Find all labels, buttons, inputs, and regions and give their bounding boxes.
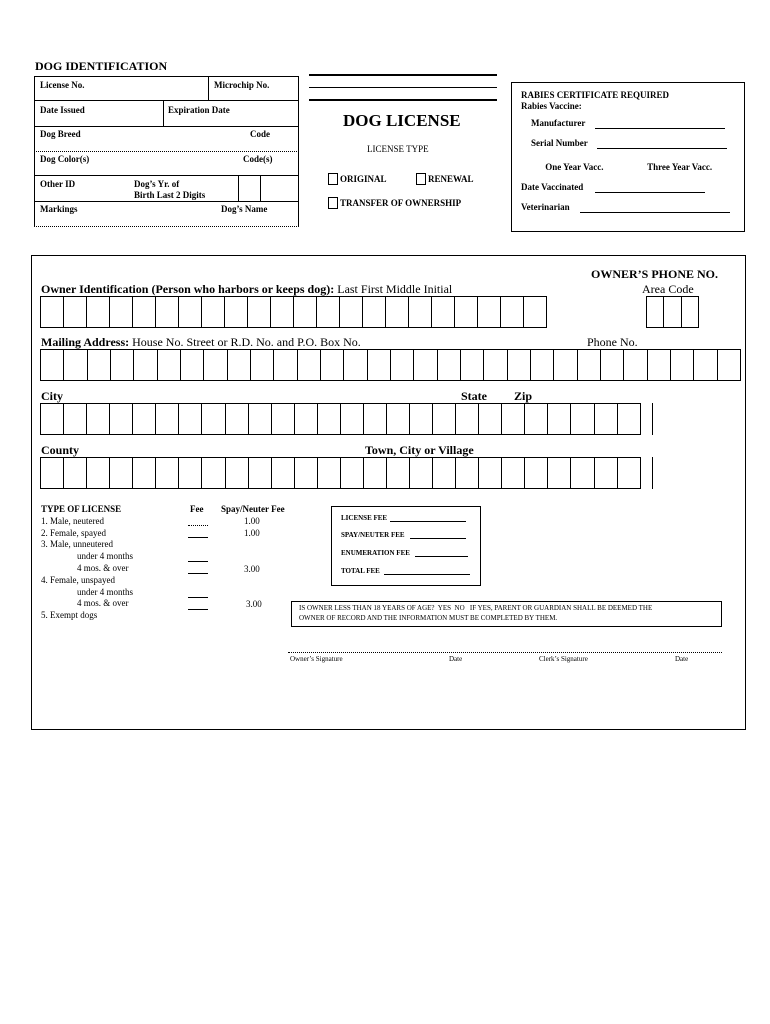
rabies-vaccine-label: Rabies Vaccine: <box>521 101 582 111</box>
city-state-zip-cells[interactable] <box>40 403 640 435</box>
age-notice-line2: OWNER OF RECORD AND THE INFORMATION MUST BE COMPLETED BY THEM. <box>299 614 558 622</box>
entry-cell[interactable] <box>271 403 295 435</box>
dog-identification-heading: DOG IDENTIFICATION <box>35 59 168 73</box>
date-issued-label: Date Issued <box>40 105 85 115</box>
entry-cell[interactable] <box>203 349 227 381</box>
entry-cell[interactable] <box>432 457 456 489</box>
entry-cell[interactable] <box>477 296 501 328</box>
entry-cell[interactable] <box>501 403 525 435</box>
veterinarian-label: Veterinarian <box>521 202 570 212</box>
spay-neuter-header: Spay/Neuter Fee <box>221 504 285 514</box>
phone-no-label: Phone No. <box>587 335 638 349</box>
entry-cell[interactable] <box>343 349 367 381</box>
three-year-vacc-option[interactable]: Three Year Vacc. <box>647 162 713 172</box>
entry-cell[interactable] <box>600 349 624 381</box>
entry-cell[interactable] <box>617 457 641 489</box>
entry-cell[interactable] <box>340 457 364 489</box>
owner-name-cells[interactable] <box>40 296 546 328</box>
entry-cell[interactable] <box>109 457 133 489</box>
enumeration-fee-label: ENUMERATION FEE <box>341 549 410 557</box>
entry-cell[interactable] <box>316 296 340 328</box>
one-year-vacc-option[interactable]: One Year Vacc. <box>545 162 604 172</box>
entry-cell[interactable] <box>273 349 297 381</box>
entry-cell[interactable] <box>294 457 318 489</box>
type-male-neutered[interactable]: 1. Male, neutered <box>41 515 104 526</box>
entry-cell[interactable] <box>663 296 681 328</box>
renewal-checkbox[interactable] <box>416 173 426 185</box>
entry-cell[interactable] <box>225 403 249 435</box>
entry-cell[interactable] <box>717 349 741 381</box>
entry-cell[interactable] <box>681 296 699 328</box>
entry-cell[interactable] <box>132 403 156 435</box>
fee-value-3: 3.00 <box>244 564 260 574</box>
color-codes-label: Code(s) <box>243 154 273 164</box>
entry-cell[interactable] <box>339 296 363 328</box>
entry-cell[interactable] <box>248 403 272 435</box>
entry-cell[interactable] <box>594 403 618 435</box>
entry-cell[interactable] <box>40 296 64 328</box>
entry-cell[interactable] <box>437 349 461 381</box>
microchip-no-label: Microchip No. <box>214 80 270 90</box>
entry-cell[interactable] <box>577 349 601 381</box>
entry-cell[interactable] <box>270 296 294 328</box>
entry-cell[interactable] <box>250 349 274 381</box>
entry-cell[interactable] <box>500 296 524 328</box>
entry-cell[interactable] <box>409 403 433 435</box>
entry-cell[interactable] <box>317 403 341 435</box>
entry-cell[interactable] <box>63 349 87 381</box>
entry-cell[interactable] <box>178 457 202 489</box>
entry-cell[interactable] <box>86 403 110 435</box>
entry-cell[interactable] <box>201 457 225 489</box>
total-fee-label: TOTAL FEE <box>341 567 380 575</box>
markings-label: Markings <box>40 204 78 214</box>
entry-cell[interactable] <box>40 349 64 381</box>
entry-cell[interactable] <box>271 457 295 489</box>
entry-cell[interactable] <box>454 296 478 328</box>
clerks-signature-label: Clerk’s Signature <box>539 655 588 663</box>
entry-cell[interactable] <box>478 403 502 435</box>
entry-cell[interactable] <box>132 457 156 489</box>
year-of-birth-label: Dog’s Yr. of Birth Last 2 Digits <box>134 179 206 200</box>
entry-cell[interactable] <box>40 457 64 489</box>
entry-cell[interactable] <box>385 296 409 328</box>
type-exempt[interactable]: 5. Exempt dogs <box>41 610 98 621</box>
entry-cell[interactable] <box>363 403 387 435</box>
entry-cell[interactable] <box>507 349 531 381</box>
dog-breed-label: Dog Breed <box>40 129 81 139</box>
entry-cell[interactable] <box>390 349 414 381</box>
entry-cell[interactable] <box>570 403 594 435</box>
dog-license-title: DOG LICENSE <box>343 111 461 130</box>
owners-phone-heading: OWNER’S PHONE NO. <box>591 267 719 281</box>
entry-cell[interactable] <box>617 403 641 435</box>
fee-value-4: 3.00 <box>246 599 262 609</box>
entry-cell[interactable] <box>670 349 694 381</box>
entry-cell[interactable] <box>155 457 179 489</box>
entry-cell[interactable] <box>317 457 341 489</box>
fee-value-2: 1.00 <box>244 528 260 538</box>
serial-number-label: Serial Number <box>531 138 588 148</box>
fee-value-1: 1.00 <box>244 516 260 526</box>
entry-cell[interactable] <box>340 403 364 435</box>
entry-cell[interactable] <box>501 457 525 489</box>
county-town-cells[interactable] <box>40 457 640 489</box>
entry-cell[interactable] <box>63 296 87 328</box>
entry-cell[interactable] <box>523 296 547 328</box>
type-female-4over[interactable]: 4 mos. & over <box>77 598 129 609</box>
entry-cell[interactable] <box>547 457 571 489</box>
entry-cell[interactable] <box>157 349 181 381</box>
entry-cell[interactable] <box>646 296 664 328</box>
transfer-checkbox[interactable] <box>328 197 338 209</box>
rabies-heading: RABIES CERTIFICATE REQUIRED <box>521 90 670 100</box>
mailing-address-cells[interactable] <box>40 349 740 381</box>
entry-cell[interactable] <box>294 403 318 435</box>
town-label: Town, City or Village <box>365 443 474 457</box>
entry-cell[interactable] <box>431 296 455 328</box>
expiration-date-label: Expiration Date <box>168 105 230 115</box>
mailing-address-label: Mailing Address: House No. Street or R.D. No. and P.O. Box No. <box>41 335 361 349</box>
owner-identification-label: Owner Identification (Person who harbors or keeps dog): Last First Middle Initial <box>41 282 453 296</box>
city-label: City <box>41 389 63 403</box>
entry-cell[interactable] <box>109 296 133 328</box>
entry-cell[interactable] <box>524 403 548 435</box>
entry-cell[interactable] <box>133 349 157 381</box>
dogs-name-label: Dog’s Name <box>221 204 268 214</box>
owners-signature-label: Owner’s Signature <box>290 655 343 663</box>
entry-cell[interactable] <box>87 349 111 381</box>
area-code-label: Area Code <box>642 282 694 296</box>
entry-cell[interactable] <box>201 296 225 328</box>
zip-label: Zip <box>514 389 533 403</box>
entry-cell[interactable] <box>248 457 272 489</box>
entry-cell[interactable] <box>109 403 133 435</box>
entry-cell[interactable] <box>386 457 410 489</box>
entry-cell[interactable] <box>524 457 548 489</box>
entry-cell[interactable] <box>201 403 225 435</box>
original-label: ORIGINAL <box>340 174 387 184</box>
owner-date-label: Date <box>449 655 463 663</box>
other-id-label: Other ID <box>40 179 76 189</box>
entry-cell[interactable] <box>432 403 456 435</box>
entry-cell[interactable] <box>247 296 271 328</box>
entry-cell[interactable] <box>367 349 391 381</box>
entry-cell[interactable] <box>132 296 156 328</box>
entry-cell[interactable] <box>297 349 321 381</box>
entry-cell[interactable] <box>409 457 433 489</box>
license-fee-label: LICENSE FEE <box>341 514 388 522</box>
spay-neuter-fee-label: SPAY/NEUTER FEE <box>341 531 405 539</box>
entry-cell[interactable] <box>623 349 647 381</box>
entry-cell[interactable] <box>594 457 618 489</box>
type-of-license-list: TYPE OF LICENSE 1. Male, neutered 2. Female, spayed 3. Male, unneutered under 4 months 4 mos. & over 4. Female, unspayed under 4 months 4 mos. & over 5. Exempt dogs <box>41 504 133 621</box>
age-question: IS OWNER LESS THAN 18 YEARS OF AGE? YES NO IF YES, PARENT OR GUARDIAN SHALL BE DEEMED THE <box>299 604 653 612</box>
type-female-spayed[interactable]: 2. Female, spayed <box>41 527 106 538</box>
entry-cell[interactable] <box>547 403 571 435</box>
entry-cell[interactable] <box>408 296 432 328</box>
clerk-date-label: Date <box>675 655 689 663</box>
type-female-under4[interactable]: under 4 months <box>77 586 133 597</box>
entry-cell[interactable] <box>227 349 251 381</box>
entry-cell[interactable] <box>362 296 386 328</box>
entry-cell[interactable] <box>647 349 671 381</box>
breed-code-label: Code <box>250 129 270 139</box>
original-checkbox[interactable] <box>328 173 338 185</box>
manufacturer-label: Manufacturer <box>531 118 586 128</box>
area-code-cells[interactable] <box>646 296 698 328</box>
dog-colors-label: Dog Color(s) <box>40 154 90 164</box>
entry-cell[interactable] <box>178 403 202 435</box>
county-label: County <box>41 443 80 457</box>
entry-cell[interactable] <box>86 296 110 328</box>
entry-cell[interactable] <box>553 349 577 381</box>
license-no-label: License No. <box>40 80 85 90</box>
entry-cell[interactable] <box>530 349 554 381</box>
entry-cell[interactable] <box>363 457 387 489</box>
transfer-label: TRANSFER OF OWNERSHIP <box>340 198 462 208</box>
entry-cell[interactable] <box>178 296 202 328</box>
entry-cell[interactable] <box>224 296 248 328</box>
entry-cell[interactable] <box>460 349 484 381</box>
fee-header: Fee <box>190 504 204 514</box>
entry-cell[interactable] <box>225 457 249 489</box>
entry-cell[interactable] <box>293 296 317 328</box>
entry-cell[interactable] <box>413 349 437 381</box>
entry-cell[interactable] <box>693 349 717 381</box>
entry-cell[interactable] <box>63 403 87 435</box>
entry-cell[interactable] <box>110 349 134 381</box>
entry-cell[interactable] <box>180 349 204 381</box>
entry-cell[interactable] <box>483 349 507 381</box>
entry-cell[interactable] <box>570 457 594 489</box>
entry-cell[interactable] <box>40 403 64 435</box>
type-male-under4[interactable]: under 4 months <box>77 551 133 562</box>
entry-cell[interactable] <box>155 403 179 435</box>
state-label: State <box>461 389 487 403</box>
entry-cell[interactable] <box>63 457 87 489</box>
entry-cell[interactable] <box>320 349 344 381</box>
entry-cell[interactable] <box>455 457 479 489</box>
entry-cell[interactable] <box>455 403 479 435</box>
entry-cell[interactable] <box>155 296 179 328</box>
type-male-4over[interactable]: 4 mos. & over <box>77 562 129 573</box>
date-vaccinated-label: Date Vaccinated <box>521 182 584 192</box>
entry-cell[interactable] <box>478 457 502 489</box>
license-type-label: LICENSE TYPE <box>367 144 429 154</box>
entry-cell[interactable] <box>386 403 410 435</box>
entry-cell[interactable] <box>86 457 110 489</box>
renewal-label: RENEWAL <box>428 174 474 184</box>
